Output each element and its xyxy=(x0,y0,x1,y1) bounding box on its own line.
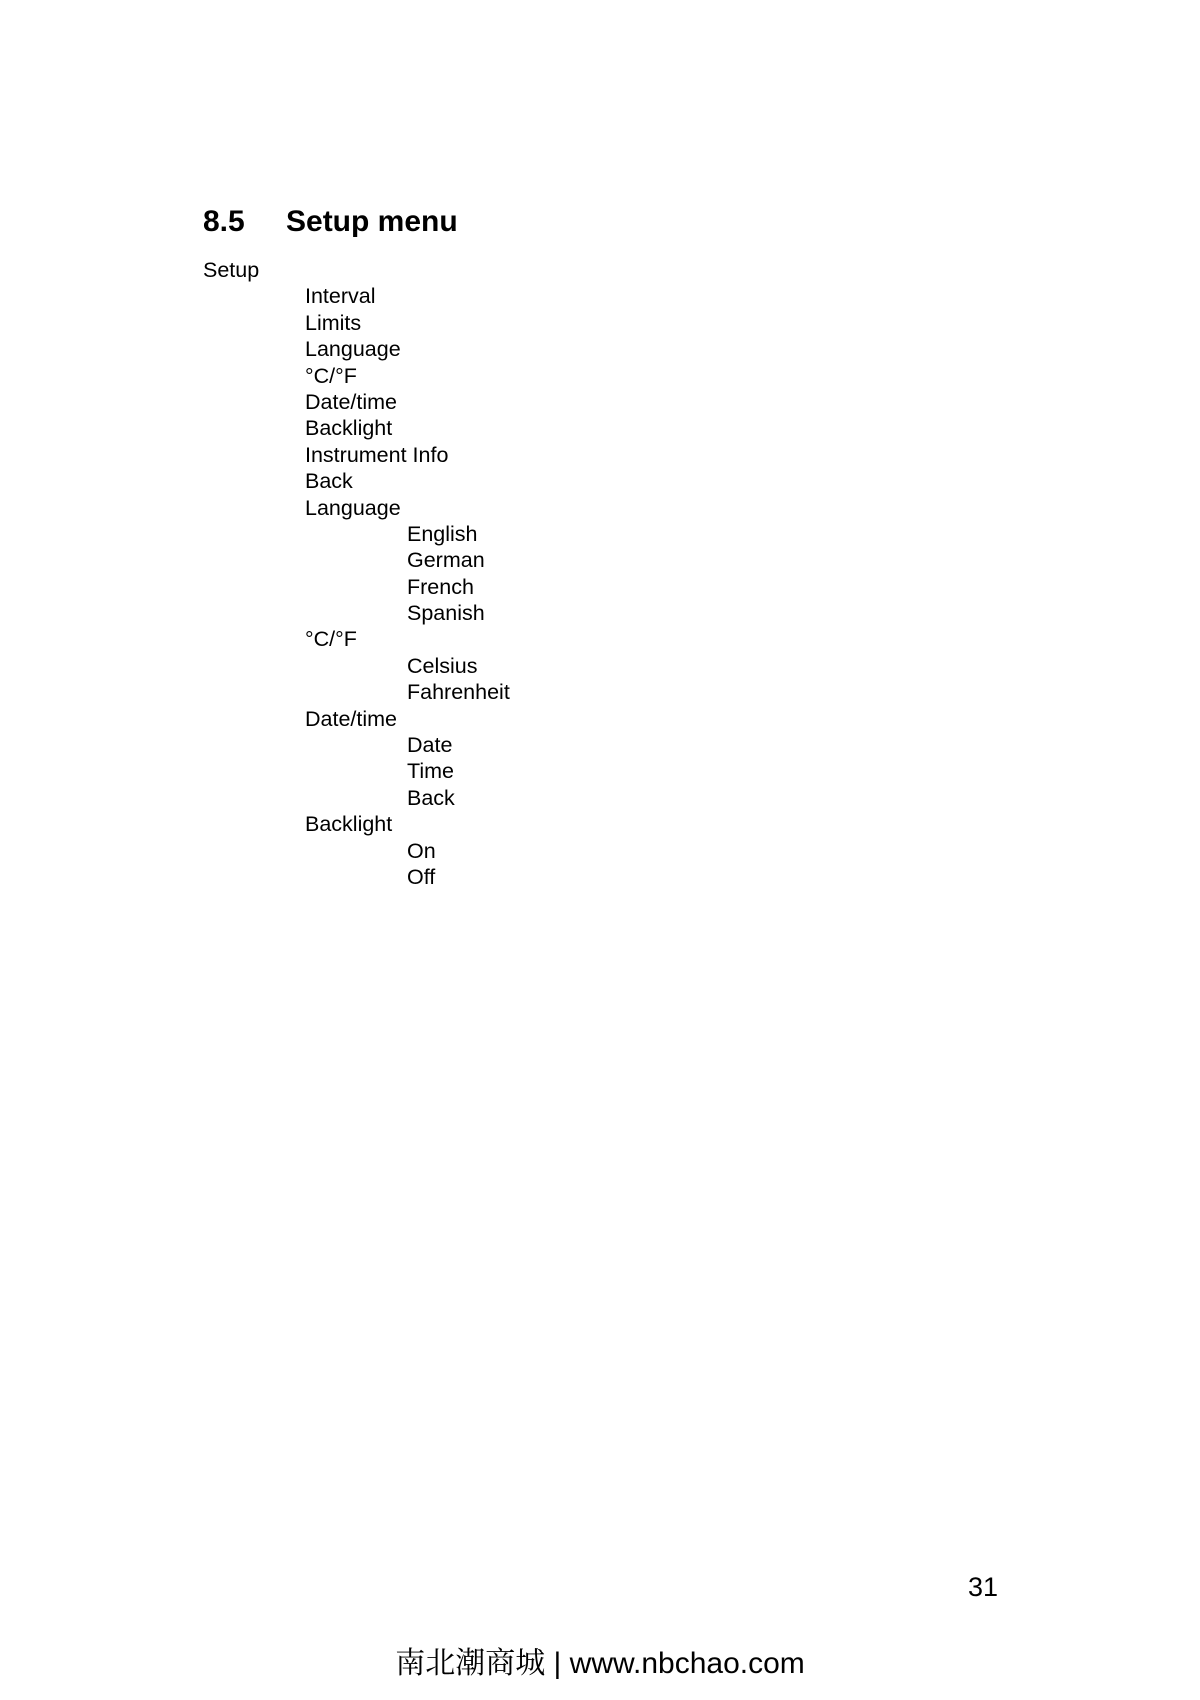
menu-tree-item: Language xyxy=(305,495,401,520)
menu-tree-item: Backlight xyxy=(305,416,393,441)
menu-tree-item: Fahrenheit xyxy=(407,680,510,705)
menu-tree-item: Language xyxy=(305,337,401,362)
section-heading xyxy=(203,202,458,242)
menu-tree-item: Instrument Info xyxy=(305,442,449,467)
menu-tree-item: Time xyxy=(407,759,454,784)
menu-tree-item: Interval xyxy=(305,284,376,309)
watermark-text: 南北潮商城 | www.nbchao.com xyxy=(395,1647,805,1680)
menu-tree-item: Celsius xyxy=(407,653,478,678)
menu-tree-item: Date xyxy=(407,733,453,758)
menu-tree-item: Setup xyxy=(203,258,260,282)
menu-tree-item: Limits xyxy=(305,310,362,335)
menu-tree-item: °C/°F xyxy=(305,363,357,388)
menu-tree-item: Backlight xyxy=(305,812,393,837)
menu-tree-item: French xyxy=(407,574,474,599)
setup-menu-tree xyxy=(203,257,510,890)
menu-tree-item: English xyxy=(407,521,478,546)
page-number: 31 xyxy=(967,1572,998,1602)
menu-tree-item: °C/°F xyxy=(305,627,357,652)
menu-tree-item: Off xyxy=(407,864,436,889)
menu-tree-item: Date/time xyxy=(305,389,398,414)
menu-tree-item: Date/time xyxy=(305,706,398,731)
menu-tree-item: On xyxy=(407,838,436,863)
section-title: Setup menu xyxy=(286,205,458,238)
menu-tree-item: German xyxy=(407,548,485,573)
menu-tree-item: Back xyxy=(305,469,353,494)
menu-tree-item: Spanish xyxy=(407,601,485,626)
section-number: 8.5 xyxy=(203,205,245,238)
menu-tree-item: Back xyxy=(407,785,455,810)
